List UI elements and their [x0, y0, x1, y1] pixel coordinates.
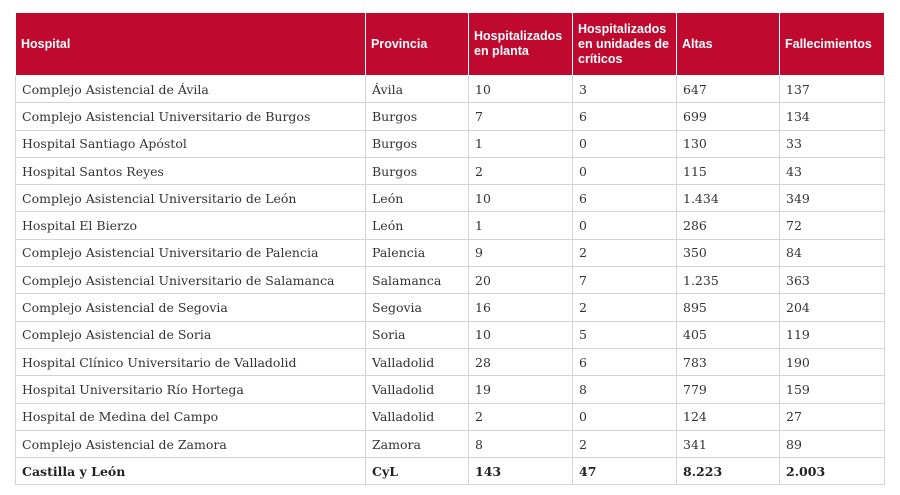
cell-criticos: 0 [573, 212, 677, 239]
cell-altas: 8.223 [677, 458, 780, 485]
cell-provincia: Valladolid [366, 348, 469, 375]
cell-criticos: 6 [573, 185, 677, 212]
cell-criticos: 2 [573, 430, 677, 457]
cell-planta: 9 [469, 239, 573, 266]
cell-planta: 143 [469, 458, 573, 485]
table-row [16, 294, 885, 321]
cell-planta: 1 [469, 212, 573, 239]
cell-altas: 647 [677, 76, 780, 103]
cell-hospital: Complejo Asistencial de Segovia [16, 294, 366, 321]
table-row [16, 103, 885, 130]
table-row [16, 430, 885, 457]
cell-altas: 115 [677, 157, 780, 184]
cell-fallecimientos: 134 [780, 103, 885, 130]
header-planta: Hospitalizados en planta [469, 13, 573, 76]
cell-fallecimientos: 33 [780, 130, 885, 157]
cell-fallecimientos: 27 [780, 403, 885, 430]
table-body [16, 76, 885, 485]
cell-provincia: Valladolid [366, 376, 469, 403]
cell-fallecimientos: 89 [780, 430, 885, 457]
cell-planta: 28 [469, 348, 573, 375]
cell-criticos: 2 [573, 239, 677, 266]
cell-fallecimientos: 204 [780, 294, 885, 321]
cell-criticos: 6 [573, 103, 677, 130]
cell-provincia: León [366, 212, 469, 239]
header-fallecimientos: Fallecimientos [780, 13, 885, 76]
cell-provincia: Zamora [366, 430, 469, 457]
table-row [16, 403, 885, 430]
table-row [16, 267, 885, 294]
cell-criticos: 0 [573, 157, 677, 184]
cell-criticos: 6 [573, 348, 677, 375]
cell-planta: 10 [469, 185, 573, 212]
cell-planta: 20 [469, 267, 573, 294]
cell-planta: 7 [469, 103, 573, 130]
cell-provincia: Burgos [366, 130, 469, 157]
hospital-data-table [15, 12, 885, 485]
table-row [16, 376, 885, 403]
cell-provincia: Soria [366, 321, 469, 348]
cell-altas: 286 [677, 212, 780, 239]
header-provincia: Provincia [366, 13, 469, 76]
cell-altas: 779 [677, 376, 780, 403]
cell-altas: 1.434 [677, 185, 780, 212]
cell-fallecimientos: 119 [780, 321, 885, 348]
cell-hospital: Complejo Asistencial Universitario de Palencia [16, 239, 366, 266]
cell-planta: 10 [469, 321, 573, 348]
cell-provincia: Burgos [366, 103, 469, 130]
cell-altas: 350 [677, 239, 780, 266]
cell-criticos: 2 [573, 294, 677, 321]
cell-planta: 2 [469, 157, 573, 184]
cell-hospital: Complejo Asistencial Universitario de León [16, 185, 366, 212]
cell-provincia: CyL [366, 458, 469, 485]
cell-criticos: 0 [573, 130, 677, 157]
table-row [16, 157, 885, 184]
cell-provincia: Palencia [366, 239, 469, 266]
cell-hospital: Complejo Asistencial de Ávila [16, 76, 366, 103]
cell-hospital: Complejo Asistencial Universitario de Burgos [16, 103, 366, 130]
cell-hospital: Complejo Asistencial de Zamora [16, 430, 366, 457]
cell-planta: 19 [469, 376, 573, 403]
table-row [16, 185, 885, 212]
cell-hospital: Hospital Clínico Universitario de Valladolid [16, 348, 366, 375]
table-row [16, 76, 885, 103]
cell-provincia: Ávila [366, 76, 469, 103]
cell-altas: 1.235 [677, 267, 780, 294]
cell-planta: 16 [469, 294, 573, 321]
header-criticos: Hospitalizados en unidades de críticos [573, 13, 677, 76]
cell-altas: 783 [677, 348, 780, 375]
cell-fallecimientos: 363 [780, 267, 885, 294]
cell-provincia: Segovia [366, 294, 469, 321]
cell-provincia: León [366, 185, 469, 212]
table-row-total [16, 458, 885, 485]
cell-fallecimientos: 2.003 [780, 458, 885, 485]
cell-fallecimientos: 349 [780, 185, 885, 212]
cell-criticos: 8 [573, 376, 677, 403]
cell-provincia: Burgos [366, 157, 469, 184]
cell-criticos: 3 [573, 76, 677, 103]
cell-criticos: 0 [573, 403, 677, 430]
cell-hospital: Hospital Santiago Apóstol [16, 130, 366, 157]
cell-altas: 341 [677, 430, 780, 457]
cell-criticos: 7 [573, 267, 677, 294]
cell-planta: 8 [469, 430, 573, 457]
cell-hospital: Complejo Asistencial Universitario de Salamanca [16, 267, 366, 294]
cell-fallecimientos: 84 [780, 239, 885, 266]
cell-fallecimientos: 137 [780, 76, 885, 103]
cell-altas: 699 [677, 103, 780, 130]
cell-hospital: Castilla y León [16, 458, 366, 485]
cell-criticos: 47 [573, 458, 677, 485]
header-hospital: Hospital [16, 13, 366, 76]
table-header-row [16, 13, 885, 76]
cell-fallecimientos: 159 [780, 376, 885, 403]
cell-hospital: Hospital Universitario Río Hortega [16, 376, 366, 403]
table-row [16, 212, 885, 239]
table-row [16, 239, 885, 266]
cell-provincia: Valladolid [366, 403, 469, 430]
cell-altas: 124 [677, 403, 780, 430]
cell-planta: 2 [469, 403, 573, 430]
cell-fallecimientos: 72 [780, 212, 885, 239]
cell-fallecimientos: 43 [780, 157, 885, 184]
cell-provincia: Salamanca [366, 267, 469, 294]
cell-planta: 10 [469, 76, 573, 103]
cell-altas: 405 [677, 321, 780, 348]
cell-altas: 895 [677, 294, 780, 321]
cell-hospital: Hospital Santos Reyes [16, 157, 366, 184]
cell-hospital: Hospital de Medina del Campo [16, 403, 366, 430]
header-altas: Altas [677, 13, 780, 76]
cell-planta: 1 [469, 130, 573, 157]
cell-altas: 130 [677, 130, 780, 157]
table-row [16, 348, 885, 375]
table-row [16, 321, 885, 348]
cell-hospital: Complejo Asistencial de Soria [16, 321, 366, 348]
cell-hospital: Hospital El Bierzo [16, 212, 366, 239]
cell-criticos: 5 [573, 321, 677, 348]
cell-fallecimientos: 190 [780, 348, 885, 375]
table-row [16, 130, 885, 157]
